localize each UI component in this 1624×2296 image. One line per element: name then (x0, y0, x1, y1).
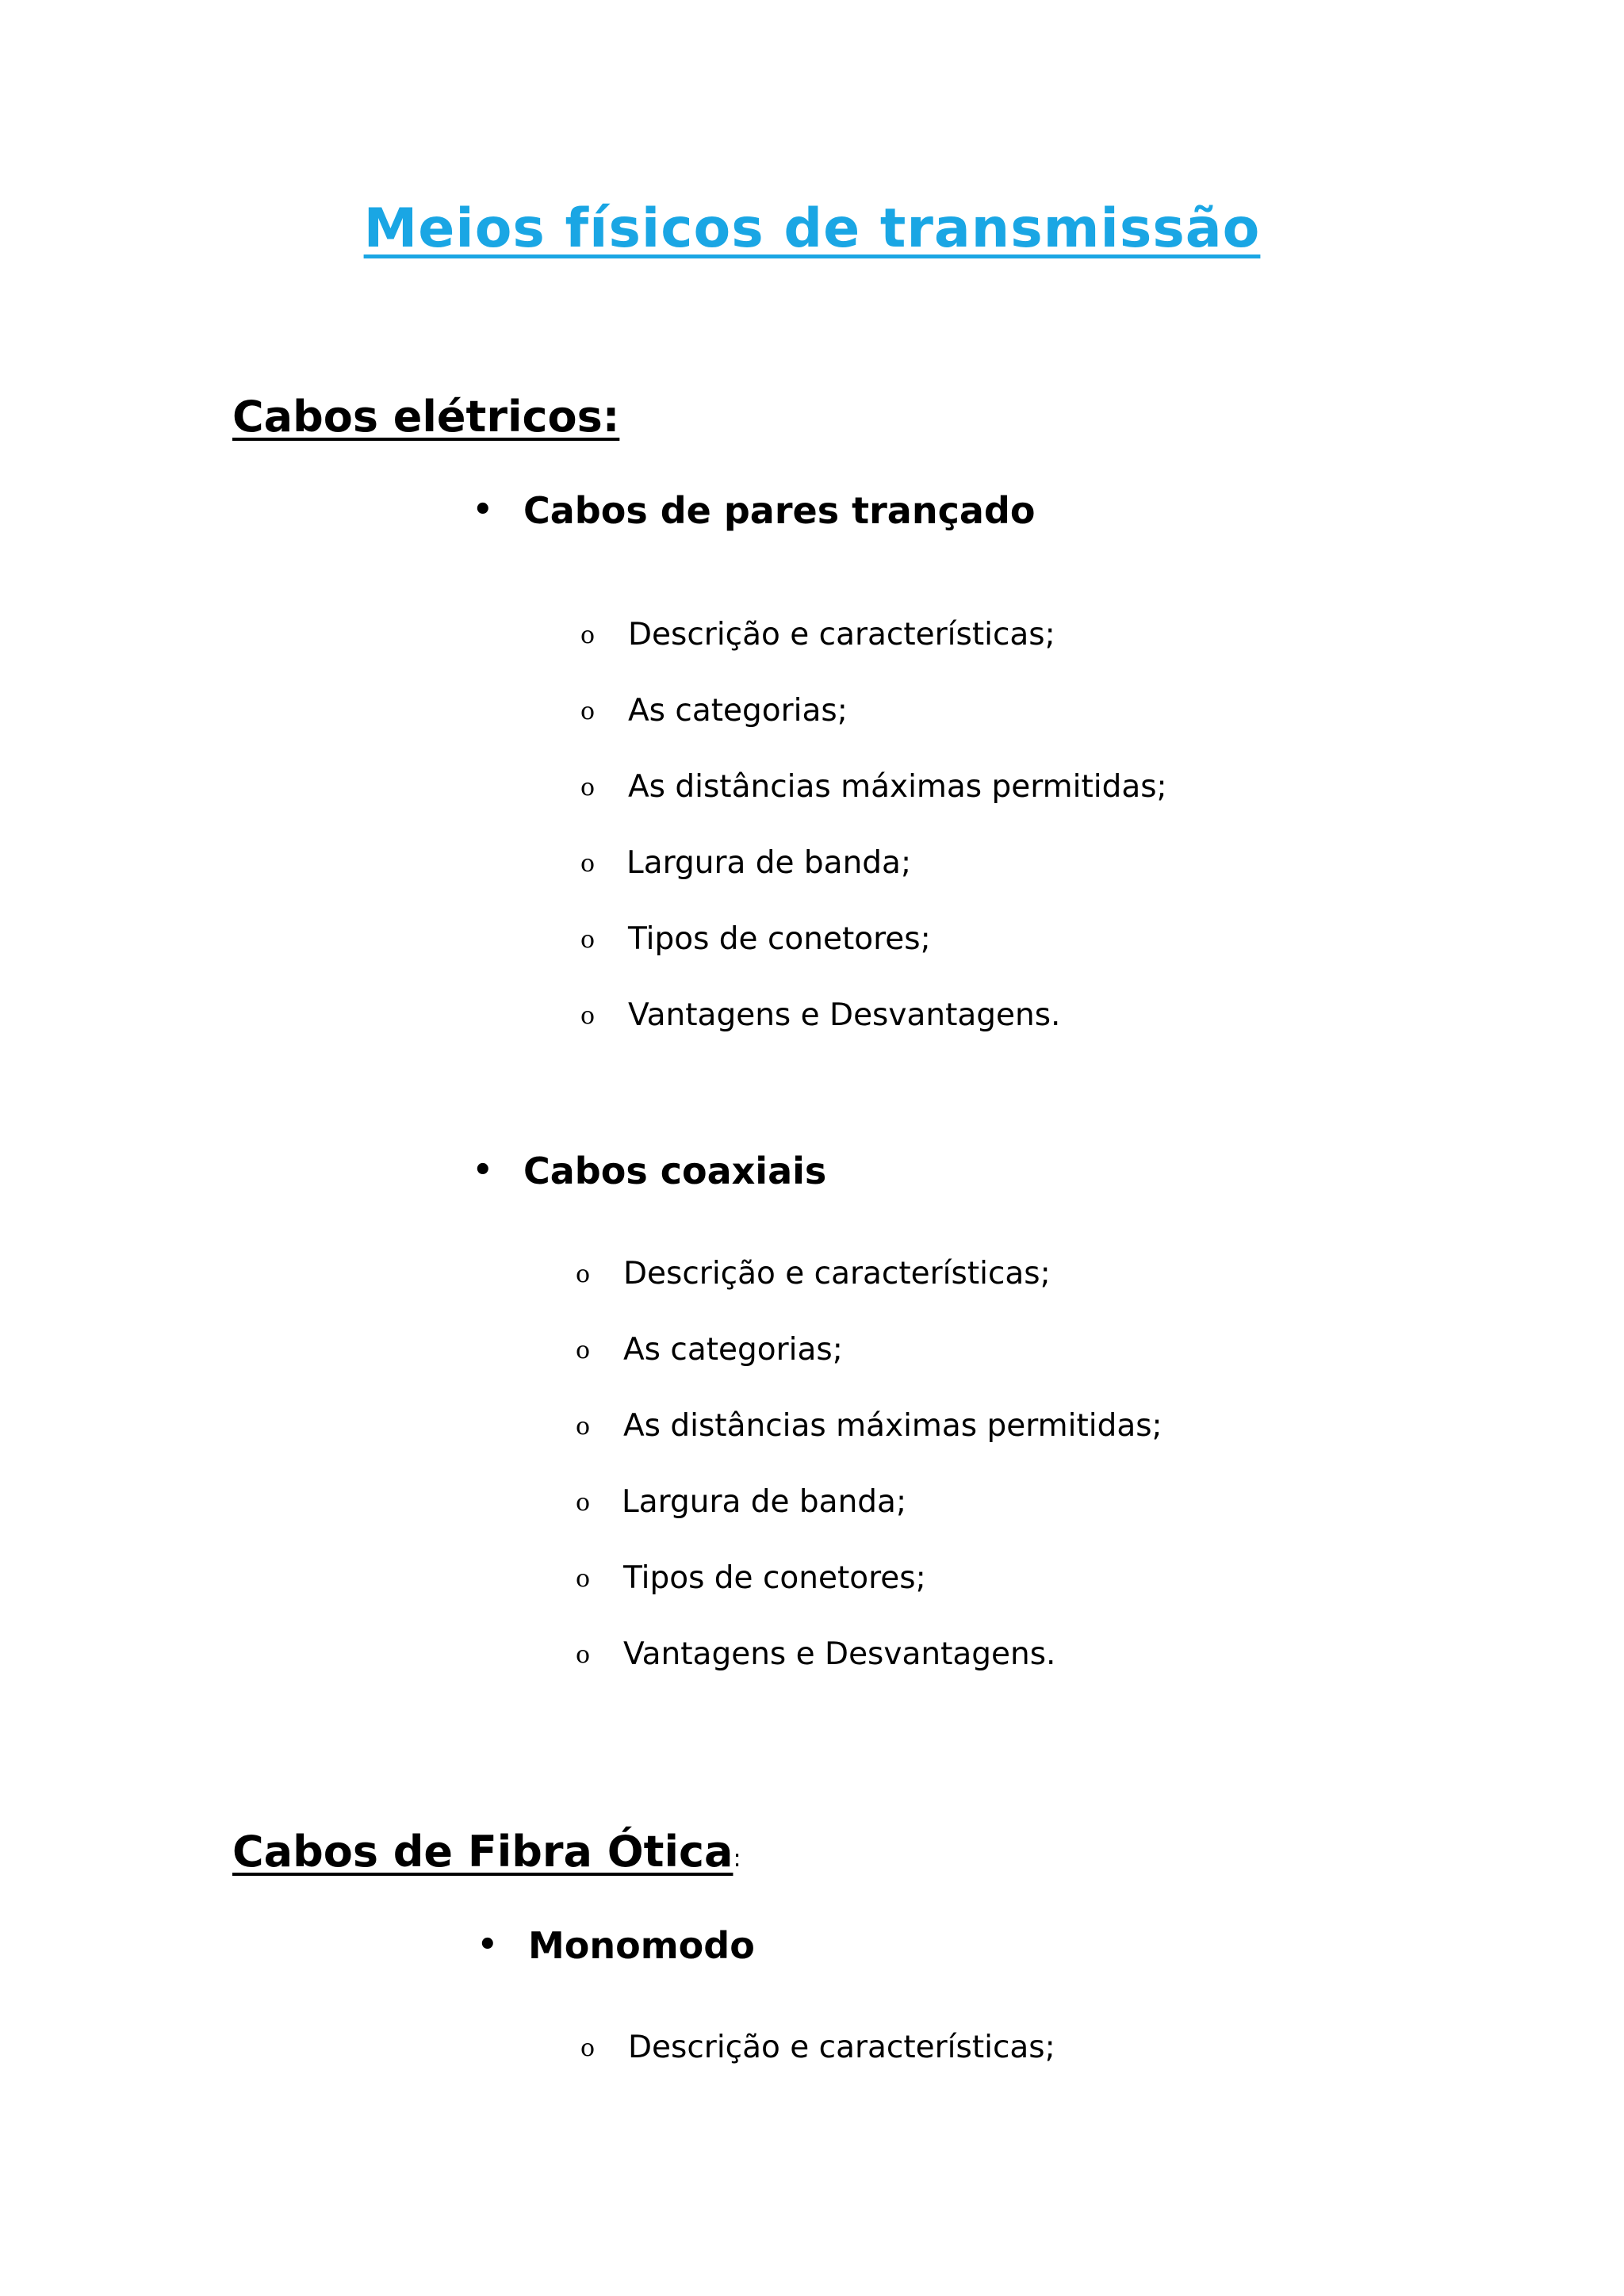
circle-bullet-icon: o (580, 2034, 596, 2062)
circle-bullet-icon: o (576, 1413, 591, 1441)
bullet-icon: • (473, 492, 493, 528)
list-item-text: As distâncias máximas permitidas; (628, 769, 1167, 805)
section-heading-text: Cabos de Fibra Ótica (232, 1827, 733, 1877)
bullet-icon: • (473, 1152, 493, 1188)
list-item-text: Largura de banda; (626, 845, 912, 881)
list-item-text: Vantagens e Desvantagens. (623, 1636, 1056, 1672)
list-item-text: Vantagens e Desvantagens. (628, 997, 1061, 1033)
list-item-text: As categorias; (623, 1332, 843, 1368)
section-heading-cabos-eletricos (232, 392, 619, 443)
list-item-text: Tipos de conetores; (623, 1560, 926, 1596)
circle-bullet-icon: o (580, 1002, 596, 1030)
circle-bullet-icon: o (576, 1337, 591, 1364)
circle-bullet-icon: o (580, 850, 596, 878)
circle-bullet-icon: o (576, 1489, 591, 1517)
list-item-text: Descrição e características; (628, 617, 1055, 652)
circle-bullet-icon: o (580, 622, 596, 649)
subsection-monomodo (477, 1924, 755, 1968)
list-item-text: Tipos de conetores; (628, 921, 931, 957)
circle-bullet-icon: o (576, 1565, 591, 1593)
subsection-coaxiais (473, 1150, 826, 1193)
bullet-icon: • (477, 1927, 498, 1963)
section-heading-text: Cabos elétricos: (232, 392, 620, 442)
circle-bullet-icon: o (576, 1641, 591, 1669)
subsection-title: Cabos coaxiais (523, 1150, 827, 1192)
list-item-text: Descrição e características; (628, 2030, 1055, 2065)
subsection-pares-trancado (473, 489, 1035, 533)
circle-bullet-icon: o (580, 698, 596, 725)
list-item-text: Largura de banda; (622, 1484, 907, 1520)
page-title: Meios físicos de transmissão (363, 197, 1261, 260)
list-item-text: As categorias; (628, 693, 848, 729)
circle-bullet-icon: o (580, 926, 596, 954)
circle-bullet-icon: o (580, 774, 596, 802)
list-item-text: Descrição e características; (623, 1256, 1051, 1292)
list-item-text: As distâncias máximas permitidas; (623, 1408, 1162, 1444)
circle-bullet-icon: o (576, 1261, 591, 1288)
subsection-title: Monomodo (528, 1924, 755, 1967)
section-heading-fibra-otica (232, 1827, 741, 1878)
section-heading-suffix: : (733, 1845, 741, 1873)
subsection-title: Cabos de pares trançado (523, 489, 1036, 532)
